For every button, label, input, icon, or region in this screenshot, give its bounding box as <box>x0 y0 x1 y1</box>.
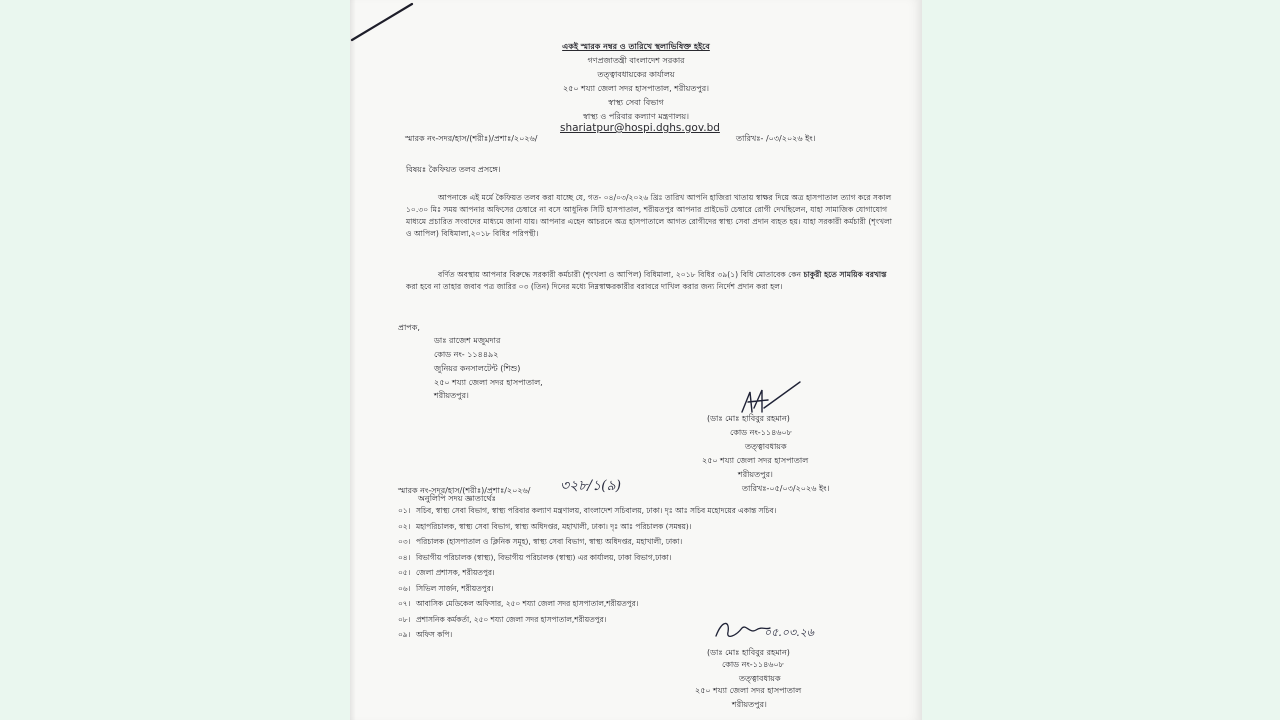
copy-list <box>398 503 898 643</box>
header-hospital: ২৫০ শয্যা জেলা সদর হাসপাতাল, শরীয়তপুর। <box>562 84 710 93</box>
paper-shadow <box>350 0 356 720</box>
memo-date: তারিখঃ- /০৩/২০২৬ ইং। <box>736 134 816 143</box>
body-paragraph-2-emphasis: চাকুরী হতে সাময়িক বরখাস্ত <box>803 270 887 279</box>
recipient-hospital: ২৫০ শয্যা জেলা সদর হাসপাতাল, <box>434 378 543 387</box>
list-item: ০৩। পরিচালক (হাসপাতাল ও ক্লিনিক সমূহ), স্বাস্থ্য সেবা বিভাগ, স্বাস্থ্য অধিদপ্তর, মহাখালী, ঢাকা। <box>398 537 683 546</box>
signatory-1-name: (ডাঃ মোঃ হাবিবুর রহমান) <box>707 414 790 423</box>
signatory-2-name: (ডাঃ মোঃ হাবিবুর রহমান) <box>707 648 790 657</box>
subject-line: বিষয়ঃ কৈফিয়ত তলব প্রসঙ্গে। <box>406 165 501 174</box>
signatory-2-code: কোড নং-১১৪৬০৮ <box>722 660 784 669</box>
list-item: ০২। মহাপরিচালক, স্বাস্থ্য সেবা বিভাগ, স্বাস্থ্য অধিদপ্তর, মহাখালী, ঢাকা। দৃঃ আঃ পরিচালক (সমন্বয়)। <box>398 521 692 531</box>
header-email: shariatpur@hospi.dghs.gov.bd <box>560 122 720 134</box>
signatory-1-code: কোড নং-১১৪৬০৮ <box>730 428 792 437</box>
list-item: ০৬। সিভিল সার্জন, শরীয়তপুর। <box>398 583 494 593</box>
memo-number-2: স্মারক নং-সদর/হাস/(শরীঃ)/প্রশাঃ/২০২৬/ <box>398 486 531 495</box>
header-ministry: স্বাস্থ্য ও পরিবার কল্যাণ মন্ত্রণালয়। <box>583 112 689 121</box>
signatory-2-title: তত্ত্বাবধায়ক <box>739 674 781 683</box>
signature-2-date-handwritten: ০৫.০৩.২৬ <box>764 626 814 639</box>
body-paragraph-2-part-a: বর্ণিত অবস্থায় আপনার বিরুদ্ধে সরকারী কর্মচারী (শৃংখলা ও আপিল) বিধিমালা, ২০১৮ বিধির ৩৯(১) বিধি মোতাবেক কেন <box>438 270 804 279</box>
list-item: ০১। সচিব, স্বাস্থ্য সেবা বিভাগ, স্বাস্থ্য পরিবার কল্যাণ মন্ত্রণালয়, বাংলাদেশ সচিবালয়, ঢাকা। দৃঃ আঃ সচিব মহোদয়ের একান্ত সচিব। <box>398 506 777 515</box>
recipient-place: শরীয়তপুর। <box>434 391 469 400</box>
signatory-1-place: শরীয়তপুর। <box>738 470 773 479</box>
signature-2-image <box>712 616 772 644</box>
body-paragraph-1: আপনাকে এই মর্মে কৈফিয়ত তলব করা যাচ্ছে যে, গত- ০৪/০৩/২০২৬ খ্রিঃ তারিখ আপনি হাজিরা খাতায় স্বাক্ষর দিয়ে অত্র হাসপাতাল ত্যাগ করে সকাল ১০.৩০ মিঃ সময় আপনার অফিসের চেম্বারে না বসে আধুনিক সিটি হাসপাতাল, শরীয়তপুর আপনার প্রাইভেট চেম্বারে রোগী দেখছিলেন, যাহা সামাজিক যোগাযোগ মাধ্যমে প্রচারিত সংবাদের মাধ্যমে জানা যায়। আপনার এহেন আচরনে অত্র হাসপাতালে আগত রোগীদের স্বাস্থ্য সেবা প্রদান ব্যহত হয়। যাহা সরকারী কর্মচারী (শৃংখলা ও আপিল) বিধিমালা,২০১৮ বিধির পরিপন্থী। <box>406 193 892 238</box>
header-division: স্বাস্থ্য সেবা বিভাগ <box>608 98 664 107</box>
recipient-label: প্রাপক, <box>398 323 420 332</box>
list-item: ০৮। প্রশাসনিক কর্মকর্তা, ২৫০ শয্যা জেলা সদর হাসপাতাল,শরীয়তপুর। <box>398 614 607 624</box>
signature-1-image <box>738 378 808 418</box>
recipient-designation: জুনিয়র কনসালটেন্ট (শিশু) <box>434 364 521 373</box>
list-item: ০৪। বিভাগীয় পরিচালক (স্বাস্থ্য), বিভাগীয় পরিচালক (স্বাস্থ্য) এর কার্যালয়, ঢাকা বিভাগ,ঢাকা। <box>398 552 672 562</box>
list-item: ০৯। অফিস কপি। <box>398 630 453 639</box>
body-paragraph-2 <box>406 269 892 293</box>
copy-heading: অনুলিপি সদয় জ্ঞাতার্থেঃ <box>418 494 496 503</box>
header-instruction: একই স্মারক নম্বর ও তারিখে স্থলাভিষিক্ত হইবে <box>562 42 710 51</box>
memo-date-2: তারিখঃ-০৫/০৩/২০২৬ ইং। <box>742 484 830 493</box>
signatory-2-hospital: ২৫০ শয্যা জেলা সদর হাসপাতাল <box>695 686 802 695</box>
header-government: গণপ্রজাতন্ত্রী বাংলাদেশ সরকার <box>587 56 685 65</box>
memo-number: স্মারক নং-সদর/হাস/(শরীঃ)/প্রশাঃ/২০২৬/ <box>405 134 538 143</box>
list-item: ০৭। আবাসিক মেডিকেল অফিসার, ২৫০ শয্যা জেলা সদর হাসপাতাল,শরীয়তপুর। <box>398 599 639 608</box>
body-paragraph-2-part-b: করা হবে না তাহার জবাব পত্র জারির ০৩ (তিন) দিনের মধ্যে নিম্নস্বাক্ষরকারীর বরাবরে দাখিল করার জন্য নির্দেশ প্রদান করা হল। <box>406 282 783 291</box>
recipient-name: ডাঃ রাজেশ মজুমদার <box>434 336 501 345</box>
signatory-1-title: তত্ত্বাবধায়ক <box>745 442 787 451</box>
list-item: ০৫। জেলা প্রশাসক, শরীয়তপুর। <box>398 568 495 577</box>
header-office: তত্ত্বাবধায়কের কার্যালয় <box>597 70 675 79</box>
document-page <box>350 0 922 720</box>
recipient-code: কোড নং- ১১৪৪৯২ <box>434 350 499 359</box>
signatory-1-hospital: ২৫০ শয্যা জেলা সদর হাসপাতাল <box>702 456 809 465</box>
signatory-2-place: শরীয়তপুর। <box>732 700 767 709</box>
memo-number-2-handwritten: ৩২৮/১(৯) <box>560 478 622 494</box>
